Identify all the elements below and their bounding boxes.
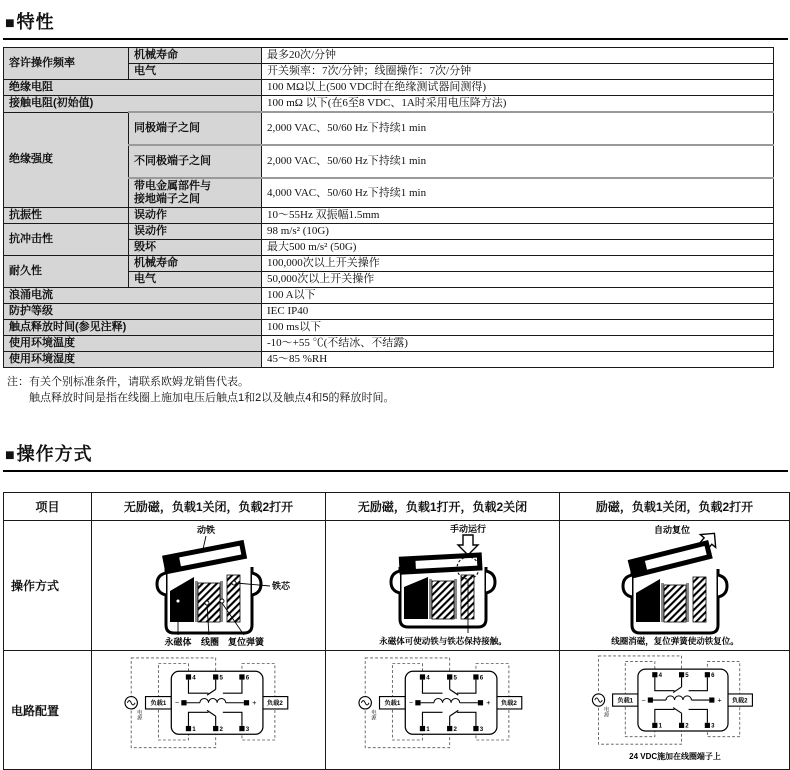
coil-plus-label: +	[717, 697, 722, 705]
coil-plus-label: +	[485, 699, 490, 708]
terminal-2: 2	[453, 725, 457, 733]
load1-box: 负载1	[383, 700, 400, 708]
terminal-1: 1	[425, 725, 430, 733]
spec-value: 45～85 %RH	[262, 352, 774, 368]
terminal-5: 5	[453, 674, 457, 682]
spec-label: 绝缘强度	[4, 112, 129, 208]
spec-sublabel: 机械寿命	[129, 48, 262, 64]
table-row	[4, 48, 774, 64]
section-title-features	[3, 6, 788, 40]
spec-value: 最大500 m/s² (50G)	[262, 240, 774, 256]
terminal-6: 6	[245, 674, 249, 682]
spec-sublabel-line1: 带电金属部件与	[134, 180, 211, 192]
terminal-3: 3	[479, 725, 483, 733]
relay-cutaway-diagram-3	[562, 521, 788, 647]
spec-value: 2,000 VAC、50/60 Hz下持续1 min	[262, 112, 774, 145]
footnote	[7, 374, 788, 406]
label-reset-spring: 复位弹簧	[227, 637, 264, 647]
spec-sublabel: 电气	[129, 272, 262, 288]
down-arrow-icon	[458, 535, 478, 555]
circuit-diagram-2	[327, 652, 559, 765]
operation-header-row	[4, 493, 790, 521]
spec-sublabel: 同极端子之间	[129, 112, 262, 145]
table-row	[4, 224, 774, 240]
footnote-line2: 触点释放时间是指在线圈上施加电压后触点1和2以及触点4和5的释放时间。	[29, 392, 395, 404]
table-row	[4, 96, 774, 113]
spec-label: 接触电阻(初始值)	[4, 96, 262, 113]
load1-box: 负载1	[149, 700, 166, 708]
section-bullet-icon: ■	[5, 447, 16, 464]
load2-box: 负载2	[731, 697, 748, 705]
op-header-state1: 无励磁，负载1关闭，负载2打开	[92, 493, 326, 521]
spec-sublabel: 毁坏	[129, 240, 262, 256]
label-auto-reset: 自动复位	[653, 525, 690, 535]
coil-winding	[432, 581, 454, 619]
operation-table	[3, 492, 790, 770]
coil-winding	[664, 585, 686, 622]
terminal-3: 3	[710, 722, 715, 730]
table-row	[4, 336, 774, 352]
spec-value: 100 mΩ 以下(在6至8 VDC、1A时采用电压降方法)	[262, 96, 774, 113]
spec-sublabel	[129, 178, 262, 208]
label-power-source: 电源	[135, 709, 142, 720]
spec-label: 防护等级	[4, 304, 262, 320]
footnote-indent	[7, 390, 29, 406]
circuit3-caption: 24 VDC施加在线圈端子上	[628, 752, 721, 762]
spec-label: 抗振性	[4, 208, 129, 224]
armature-plate	[399, 553, 480, 574]
row-label-operation: 操作方式	[4, 521, 92, 651]
label-core: 铁芯	[271, 581, 290, 591]
relay-cutaway-diagram-2	[328, 521, 558, 647]
spec-label: 使用环境湿度	[4, 352, 262, 368]
spec-sublabel-line2: 接地端子之间	[134, 193, 200, 205]
spec-value: 98 m/s² (10G)	[262, 224, 774, 240]
table-row	[4, 112, 774, 145]
spec-value: 100 A以下	[262, 288, 774, 304]
coil-minus-label: −	[641, 697, 646, 705]
terminal-3: 3	[245, 725, 249, 733]
spec-value: 50,000次以上开关操作	[262, 272, 774, 288]
spec-value: 100 ms以下	[262, 320, 774, 336]
terminal-5: 5	[684, 672, 689, 680]
spec-value: 开关频率：7次/分钟；线圈操作：7次/分钟	[262, 64, 774, 80]
spec-sublabel: 不同极端子之间	[129, 145, 262, 178]
diagram2-caption: 永磁体可使动铁与铁芯保持接触。	[378, 636, 507, 646]
terminal-4: 4	[191, 674, 196, 682]
diagram3-caption: 线圈消磁，复位弹簧使动铁复位。	[610, 636, 739, 646]
circuit-diagram-3	[561, 652, 789, 765]
footnote-prefix: 注：	[7, 376, 29, 388]
load2-box: 负载2	[500, 700, 517, 708]
circuit-config-row	[4, 651, 790, 770]
load1-box: 负载1	[616, 697, 633, 705]
row-label-circuit: 电路配置	[4, 651, 92, 770]
relay-diagram-cell-1	[92, 521, 326, 651]
terminal-6: 6	[479, 674, 483, 682]
table-row	[4, 80, 774, 96]
terminal-2: 2	[684, 722, 689, 730]
relay-diagram-cell-2	[326, 521, 560, 651]
terminal-4: 4	[425, 674, 430, 682]
spec-label: 浪涌电流	[4, 288, 262, 304]
spec-value: 100 MΩ以上(500 VDC时在绝缘测试器间测得)	[262, 80, 774, 96]
label-power-source: 电源	[602, 706, 609, 717]
spec-value: 4,000 VAC、50/60 Hz下持续1 min	[262, 178, 774, 208]
spec-value: 2,000 VAC、50/60 Hz下持续1 min	[262, 145, 774, 178]
spec-label: 耐久性	[4, 256, 129, 288]
iron-core	[461, 575, 474, 619]
spec-sublabel: 机械寿命	[129, 256, 262, 272]
terminal-1: 1	[191, 725, 196, 733]
spec-value: IEC IP40	[262, 304, 774, 320]
spec-value: 10～55Hz 双振幅1.5mm	[262, 208, 774, 224]
load2-box: 负载2	[266, 700, 283, 708]
relay-diagram-cell-3	[560, 521, 790, 651]
section-title-operation	[3, 438, 788, 472]
footnote-line1: 有关个别标准条件，请联系欧姆龙销售代表。	[29, 376, 249, 388]
terminal-4: 4	[658, 672, 662, 680]
table-row	[4, 352, 774, 368]
circuit-diagram-cell-3	[560, 651, 790, 770]
circuit-diagram-1	[93, 652, 325, 765]
relay-cutaway-diagram-1	[94, 521, 324, 647]
terminal-1: 1	[658, 722, 662, 730]
section-bullet-icon: ■	[5, 15, 16, 32]
operation-method-row	[4, 521, 790, 651]
characteristics-table	[3, 47, 774, 368]
spec-label: 触点释放时间(参见注释)	[4, 320, 262, 336]
section-title-text: 操作方式	[16, 444, 93, 464]
terminal-2: 2	[219, 725, 223, 733]
spec-sublabel: 误动作	[129, 208, 262, 224]
section-title-text: 特性	[16, 12, 55, 32]
coil-minus-label: −	[408, 699, 413, 708]
table-row	[4, 304, 774, 320]
op-header-state3: 励磁，负载1关闭，负载2打开	[560, 493, 790, 521]
coil-plus-label: +	[251, 699, 256, 708]
spec-label: 抗冲击性	[4, 224, 129, 256]
spec-label: 绝缘电阻	[4, 80, 262, 96]
label-manual-operation: 手动运行	[449, 524, 486, 534]
label-coil: 线圈	[200, 637, 219, 647]
op-header-state2: 无励磁，负载1打开，负载2关闭	[326, 493, 560, 521]
spec-value: -10～+55 ℃(不结冰、不结露)	[262, 336, 774, 352]
op-header-item: 项目	[4, 493, 92, 521]
spec-value: 最多20次/分钟	[262, 48, 774, 64]
circuit-diagram-cell-1	[92, 651, 326, 770]
label-magnet: 永磁体	[163, 637, 192, 647]
table-row	[4, 208, 774, 224]
coil-minus-label: −	[174, 699, 179, 708]
spec-label: 容许操作频率	[4, 48, 129, 80]
table-row	[4, 256, 774, 272]
spec-sublabel: 误动作	[129, 224, 262, 240]
spec-value: 100,000次以上开关操作	[262, 256, 774, 272]
circuit-diagram-cell-2	[326, 651, 560, 770]
terminal-5: 5	[219, 674, 223, 682]
spec-sublabel: 电气	[129, 64, 262, 80]
label-armature: 动铁	[196, 525, 215, 535]
terminal-6: 6	[710, 672, 715, 680]
label-power-source: 电源	[369, 709, 376, 720]
table-row	[4, 288, 774, 304]
table-row	[4, 320, 774, 336]
spec-label: 使用环境温度	[4, 336, 262, 352]
iron-core	[693, 577, 706, 622]
